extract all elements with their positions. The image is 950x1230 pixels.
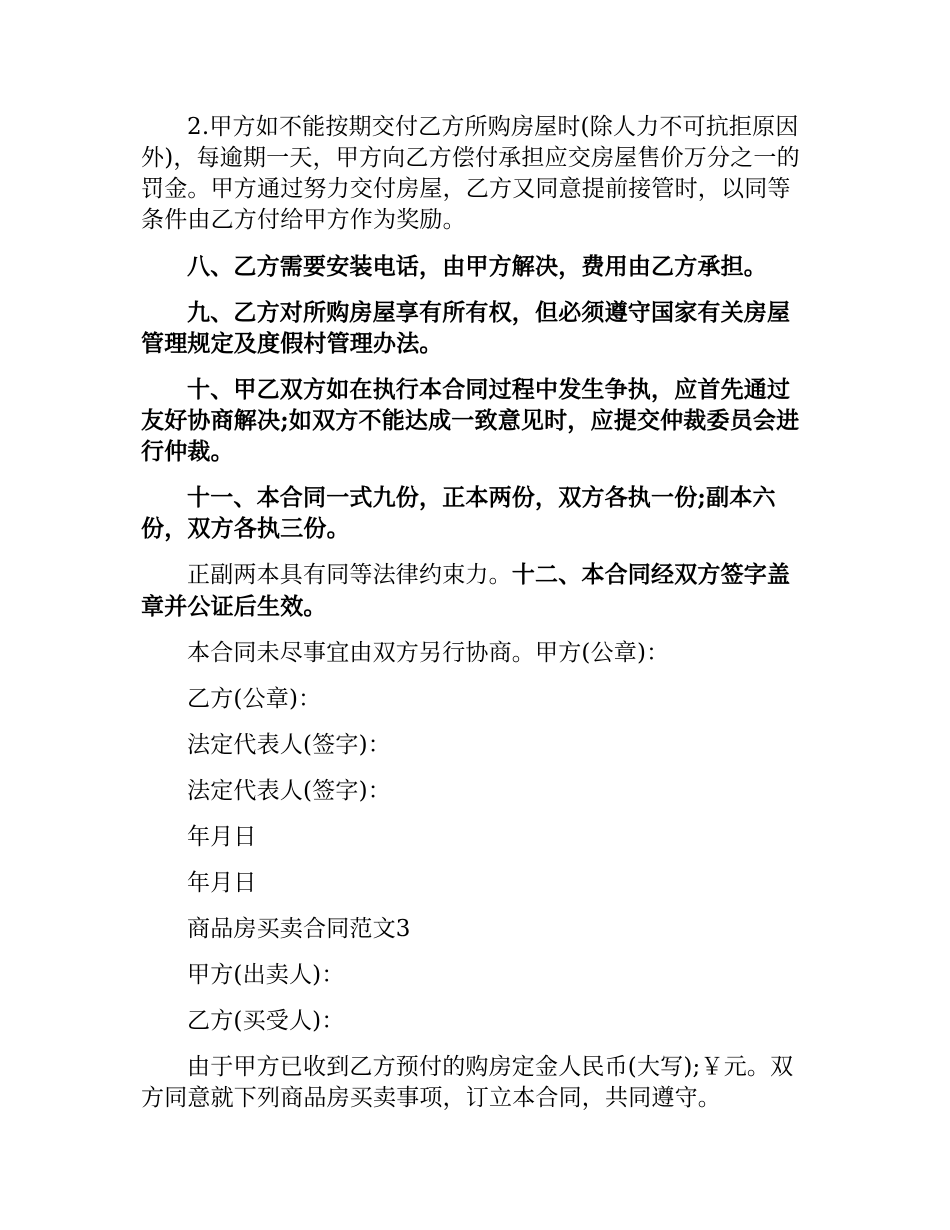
date-line-a: 年月日 [187,824,257,850]
date-line-b: 年月日 [187,870,257,896]
clause-10-paragraph: 十、甲乙双方如在执行本合同过程中发生争执，应首先通过友好协商解决;如双方不能达成一致意见时，应提交仲裁委员会进行仲裁。 [141,376,800,465]
party-b-seal-line: 乙方(公章)： [187,686,322,712]
clause-9-paragraph: 九、乙方对所购房屋享有所有权，但必须遵守国家有关房屋管理规定及度假村管理办法。 [141,299,791,357]
section-title: 商品房买卖合同范文3 [187,916,411,942]
deposit-paragraph: 由于甲方已收到乙方预付的购房定金人民币(大写);￥元。双方同意就下列商品房买卖事项，订立本合同，共同遵守。 [141,1054,794,1111]
clause-8-paragraph: 八、乙方需要安装电话，由甲方解决，费用由乙方承担。 [187,253,767,280]
legal-effect-text: 正副两本具有同等法律约束力。 [187,562,512,588]
buyer-line: 乙方(买受人)： [187,1008,345,1034]
legal-rep-signature-line-b: 法定代表人(签字)： [187,778,391,804]
clause-7-2-paragraph: 2.甲方如不能按期交付乙方所购房屋时(除人力不可抗拒原因外)，每逾期一天，甲方向乙方偿付承担应交房屋售价万分之一的罚金。甲方通过努力交付房屋，乙方又同意提前接管时，以同等条件由乙方付给甲方作为奖励。 [141,114,800,233]
clause-12-text: 十二、本合同经双方签字盖章并公证后生效。 [141,561,791,620]
legal-rep-signature-line-a: 法定代表人(签字)： [187,732,391,758]
party-a-seal-line: 本合同未尽事宜由双方另行协商。甲方(公章)： [187,640,670,666]
document-body [141,112,809,1129]
seller-line: 甲方(出卖人)： [187,962,345,988]
clause-12-paragraph [141,559,809,623]
clause-11-paragraph: 十一、本合同一式九份，正本两份，双方各执一份;副本六份，双方各执三份。 [141,484,776,542]
